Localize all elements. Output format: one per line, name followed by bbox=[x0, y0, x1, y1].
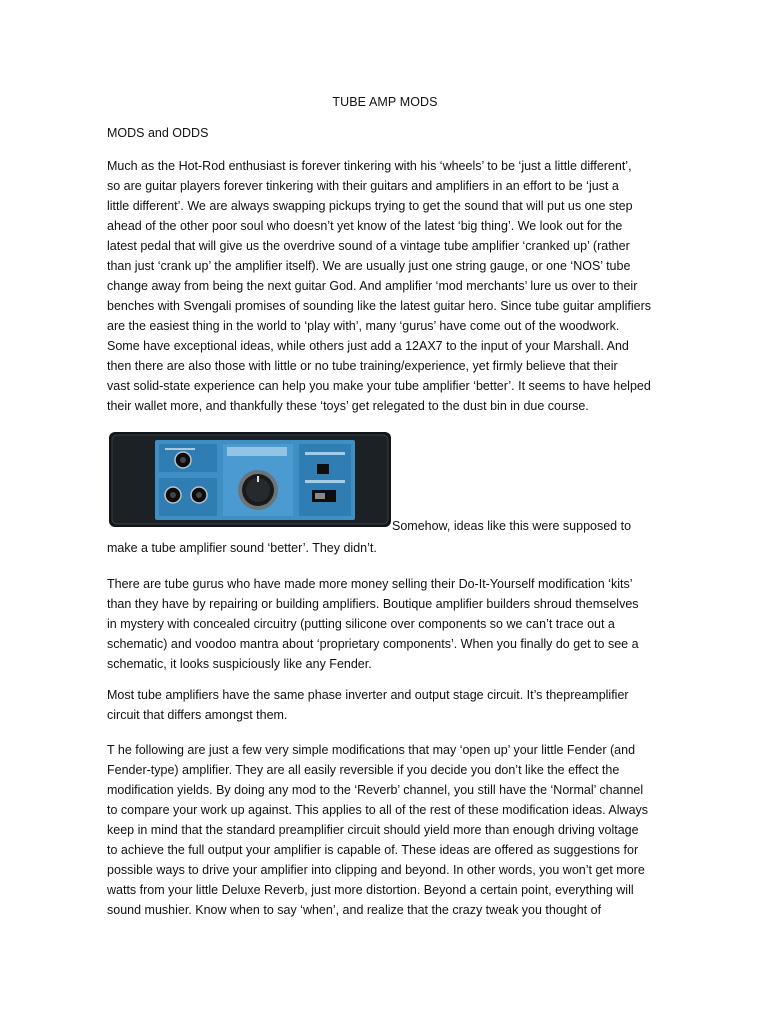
text-line: circuit that differs amongst them. bbox=[107, 708, 288, 722]
figure-caption-start: Somehow, ideas like this were supposed to bbox=[392, 519, 632, 533]
text-line: ahead of the other poor soul who doesn’t yet know of the latest ‘big thing’. We look out for the bbox=[107, 219, 623, 233]
text-line: so are guitar players forever tinkering with their guitars and amplifiers in an effort to be ‘just a bbox=[107, 179, 619, 193]
text-line: sound mushier. Know when to say ‘when’, and realize that the crazy tweak you thought of bbox=[107, 903, 602, 917]
text-line: Much as the Hot-Rod enthusiast is forever tinkering with his ‘wheels’ to be ‘just a little different’, bbox=[107, 159, 632, 173]
preamp-device-image bbox=[107, 430, 392, 530]
text-line: to compare your work up against. This applies to all of the rest of these modification ideas. Always bbox=[107, 803, 649, 817]
text-line: Some have exceptional ideas, while others just add a 12AX7 to the input of your Marshall. And bbox=[107, 339, 629, 353]
text-line: T he following are just a few very simple modifications that may ‘open up’ your little Fender (and bbox=[107, 743, 636, 757]
text-line: then there are also those with little or no tube training/experience, yet firmly believe that their bbox=[107, 359, 618, 373]
text-line: Most tube amplifiers have the same phase inverter and output stage circuit. It’s thepreamplifier bbox=[107, 688, 629, 702]
text-line: their wallet more, and thankfully these ‘toys’ get relegated to the dust bin in due course. bbox=[107, 399, 589, 413]
document-title: TUBE AMP MODS bbox=[332, 95, 438, 109]
section-heading: MODS and ODDS bbox=[107, 126, 209, 140]
text-line: There are tube gurus who have made more money selling their Do-It-Yourself modification ‘kits’ bbox=[107, 577, 633, 591]
text-line: watts from your little Deluxe Reverb, just more distortion. Beyond a certain point, everything will bbox=[107, 883, 634, 897]
text-line: to achieve the full output your amplifier is capable of. These ideas are offered as suggestions for bbox=[107, 843, 639, 857]
paragraph-gurus bbox=[107, 574, 667, 674]
text-line: keep in mind that the standard preamplifier circuit should yield more than enough driving voltage bbox=[107, 823, 639, 837]
text-line: schematic) and voodoo mantra about ‘proprietary components’. When you finally do get to see a bbox=[107, 637, 639, 651]
text-line: Fender-type) amplifier. They are all easily reversible if you decide you don’t like the effect the bbox=[107, 763, 620, 777]
text-line: schematic, it looks suspiciously like any Fender. bbox=[107, 657, 372, 671]
paragraph-intro bbox=[107, 156, 667, 416]
text-line: are the easiest thing in the world to ‘play with’, many ‘gurus’ have come out of the woodwork. bbox=[107, 319, 620, 333]
text-line: than they have by repairing or building amplifiers. Boutique amplifier builders shroud themselves bbox=[107, 597, 639, 611]
text-line: benches with Svengali promises of sounding like the latest guitar hero. Since tube guitar amplifiers bbox=[107, 299, 652, 313]
text-line: possible ways to drive your amplifier into clipping and beyond. In other words, you won’t get more bbox=[107, 863, 645, 877]
text-line: than just ‘crank up’ the amplifier itself). We are usually just one string gauge, or one ‘NOS’ tube bbox=[107, 259, 631, 273]
text-line: in mystery with concealed circuitry (putting silicone over components so we can’t trace out a bbox=[107, 617, 615, 631]
text-line: little different’. We are always swapping pickups trying to get the sound that will put us one step bbox=[107, 199, 633, 213]
text-line: vast solid-state experience can help you make your tube amplifier ‘better’. It seems to have helped bbox=[107, 379, 651, 393]
text-line: modification yields. By doing any mod to the ‘Reverb’ channel, you still have the ‘Normal’ channel bbox=[107, 783, 644, 797]
figure-caption-end: make a tube amplifier sound ‘better’. They didn’t. bbox=[107, 541, 377, 555]
text-line: latest pedal that will give us the overdrive sound of a vintage tube amplifier ‘cranked up’ (rather bbox=[107, 239, 630, 253]
paragraph-modifications bbox=[107, 740, 667, 920]
paragraph-phase-inverter bbox=[107, 685, 667, 725]
text-line: change away from being the next guitar God. And amplifier ‘mod merchants’ lure us over to their bbox=[107, 279, 638, 293]
